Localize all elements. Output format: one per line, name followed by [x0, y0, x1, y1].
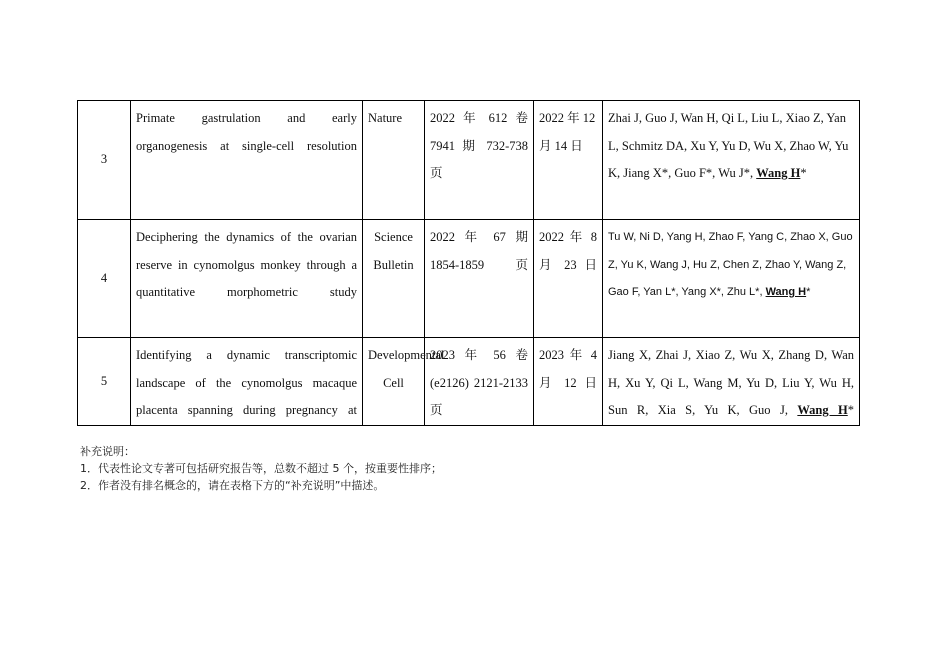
author-list — [603, 338, 860, 426]
supplementary-notes — [80, 443, 442, 494]
note-item: 1．代表性论文专著可包括研究报告等，总数不超过 5 个，按重要性排序； — [80, 462, 442, 475]
corresponding-mark: * — [800, 166, 807, 180]
table-row — [78, 338, 860, 426]
journal-name: Nature — [363, 101, 425, 220]
corresponding-mark: * — [847, 403, 854, 417]
row-index: 4 — [78, 220, 131, 338]
row-index: 3 — [78, 101, 131, 220]
table-row — [78, 220, 860, 338]
row-index: 5 — [78, 338, 131, 426]
highlighted-author: Wang H — [765, 286, 807, 298]
journal-name: Developmental Cell — [363, 338, 425, 426]
notes-heading: 补充说明： — [80, 445, 135, 458]
corresponding-mark: * — [806, 286, 811, 298]
publish-date: 2023 年 4 月 12 日 — [534, 338, 603, 426]
journal-name: Science Bulletin — [363, 220, 425, 338]
volume-pages: 2022 年 67 期 1854-1859 页 — [425, 220, 534, 338]
highlighted-author: Wang H — [756, 166, 801, 180]
paper-title: Primate gastrulation and early organogenesis at single-cell resolution — [131, 101, 363, 220]
volume-pages: 2023 年 56 卷 (e2126) 2121-2133 页 — [425, 338, 534, 426]
paper-title: Deciphering the dynamics of the ovarian reserve in cynomolgus monkey through a quantitative morphometric study — [131, 220, 363, 338]
publications-table — [77, 100, 860, 426]
paper-title: Identifying a dynamic transcriptomic landscape of the cynomolgus macaque placenta spanning during pregnancy at — [131, 338, 363, 426]
author-list — [603, 101, 860, 220]
highlighted-author: Wang H — [797, 403, 848, 417]
publish-date: 2022 年 8 月 23 日 — [534, 220, 603, 338]
volume-pages: 2022 年 612 卷 7941 期 732-738 页 — [425, 101, 534, 220]
publish-date: 2022 年 12 月 14 日 — [534, 101, 603, 220]
authors-text: Jiang X, Zhai J, Xiao Z, Wu X, Zhang D, Wan H, Xu Y, Qi L, Wang M, Yu D, Liu Y, Wu H, Sun R, Xia S, Yu K, Guo J, — [608, 348, 854, 417]
authors-text: Zhai J, Guo J, Wan H, Qi L, Liu L, Xiao Z, Yan L, Schmitz DA, Xu Y, Yu D, Wu X, Zhao W, Yu K, Jiang X*, Guo F*, Wu J*, — [608, 111, 849, 180]
table-row — [78, 101, 860, 220]
note-item: 2．作者没有排名概念的，请在表格下方的“补充说明”中描述。 — [80, 479, 385, 492]
author-list — [603, 220, 860, 338]
authors-text: Tu W, Ni D, Yang H, Zhao F, Yang C, Zhao X, Guo Z, Yu K, Wang J, Hu Z, Chen Z, Zhao Y, Wang Z, Gao F, Yan L*, Yang X*, Zhu L*, — [608, 231, 853, 298]
